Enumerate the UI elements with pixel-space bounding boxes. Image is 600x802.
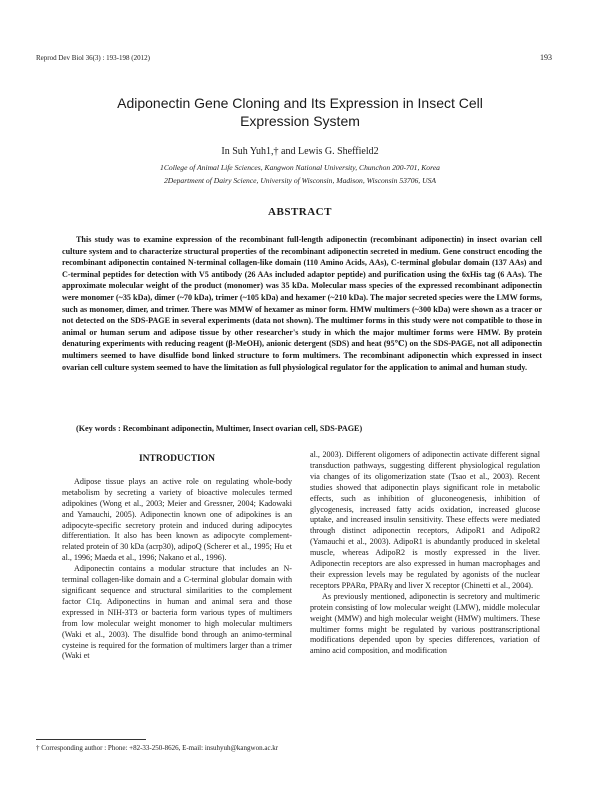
footnote-rule	[36, 739, 146, 740]
intro-paragraph: As previously mentioned, adiponectin is secretory and multimeric protein consisting of low molecular weight (LMW), middle molecular weight (MMW) and high molecular weight (HMW) multimers. These multimer forms might be regulated by various posttranscriptional modifications depended upon by species differences, variation of amino acid composition, and modification	[310, 591, 540, 656]
intro-paragraph: Adipose tissue plays an active role on regulating whole-body metabolism by secreting a variety of bioactive molecules termed adipokines (Wong et al., 2003; Meier and Gressner, 2004; Kadowaki and Yamauchi, 2005). Adiponectin known one of adipokines is an adipocyte-specific secretory protein and induced during adipocytes differentiation. It also has been known as adipocyte complement-related protein of 30 kDa (acrp30), adipoQ (Scherer et al., 1995; Hu et al., 1996; Maeda et al., 1996; Nakano et al., 1996).	[62, 476, 292, 563]
affiliation-2: 2Department of Dairy Science, University of Wisconsin, Madison, Wisconsin 53706, USA	[163, 176, 437, 185]
corresponding-author-footnote: † Corresponding author : Phone: +82-33-250-8626, E-mail: insuhyuh@kangwon.ac.kr	[36, 744, 279, 752]
title-line-2: Expression System	[240, 113, 360, 129]
intro-paragraph: Adiponectin contains a modular structure that includes an N-terminal collagen-like domain and a C-terminal globular domain with significant sequence and structural similarities to the complement factor C1q. Adiponectins in human and animal sera and those expressed in NIH-3T3 or bacteria form various types of multimers from low molecular weight monomer to high molecular multimers (Waki et al., 2003). The disulfide bond through an animo-terminal cysteine is required for the formation of multimers larger than a trimer (Waki et	[62, 564, 292, 661]
intro-paragraph: al., 2003). Different oligomers of adiponectin activate different signal transduction pathways, suggesting different physiological regulation via changes of its oligomerization state (Tsao et al., 2003). Recent studies showed that adiponectin plays significant role in metabolic effects, such as inhibition of gluconeogenesis, inhibition of glycogenesis, increased fatty acids oxidation, increased glucose uptake, and increased insulin sensitivity. These effects were mediated through distinct adiponectin receptors, AdipoR1 and AdipoR2 (Yamauchi et al., 2003). AdipoR1 is abundantly produced in skeletal muscle, whereas AdipoR2 is mostly expressed in the liver. Adiponectin receptors are also expressed in human macrophages and their expression levels may be regulated by agonists of the nuclear receptors PPARα, PPARγ and liver X receptor (Chinetti et al., 2004).	[310, 450, 540, 590]
right-column	[310, 450, 540, 657]
keywords: (Key words : Recombinant adiponectin, Multimer, Insect ovarian cell, SDS-PAGE)	[76, 424, 363, 433]
paper-title	[40, 94, 560, 130]
left-column	[62, 450, 292, 662]
introduction-heading: INTRODUCTION	[138, 454, 215, 464]
authors: In Suh Yuh1,† and Lewis G. Sheffield2	[221, 146, 379, 157]
journal-citation: Reprod Dev Biol 36(3) : 193-198 (2012)	[36, 54, 150, 62]
abstract-text: This study was to examine expression of the recombinant full-length adiponectin (recombinant adiponectin) in insect ovarian cell culture system and to characterize structural properties of the recombinant adiponectin secreted in medium. Gene construct encoding the recombinant adiponectin contained N-terminal collagen-like domain (110 Amino Acids, AAs), C-terminal globular domain (137 AAs) and C-terminal peptides for detection with V5 antibody (26 AAs included adaptor peptide) and purification using the 6xHis tag (6 AAs). The approximate molecular weight of the product (monomer) was 35 kDa. Molecular mass species of the expressed recombinant adiponectin were monomer (~35 kDa), dimer (~70 kDa), trimer (~105 kDa) and hexamer (~210 kDa). The major secreted species were the LMW forms, such as monomer, dimer, and trimer. There was MMW of hexamer as minor form. HMW multimers (~300 kDa) were shown as a tracer or not detected on the SDS-PAGE in several experiments (data not shown). The multimer forms in this study were not compatible to those in animal or human serum and adipose tissue by other researcher's study in which the major multimer forms were HMW. By protein denaturing experiments with reducing reagent (β-MeOH), anionic detergent (SDS) and heat (95℃) on the SDS-PAGE, not all adiponectin multimers seemed to have disulfide bond linked structure to form multimers. The recombinant adiponectin which expressed in insect ovarian cell culture system seemed to have the limitation as full physiological regulator for the application to animal and human study.	[62, 235, 542, 372]
title-line-1: Adiponectin Gene Cloning and Its Expression in Insect Cell	[117, 95, 483, 111]
affiliation-1: 1College of Animal Life Sciences, Kangwon National University, Chunchon 200-701, Korea	[160, 163, 440, 172]
page-number: 193	[540, 53, 552, 62]
abstract-heading: ABSTRACT	[268, 206, 332, 218]
